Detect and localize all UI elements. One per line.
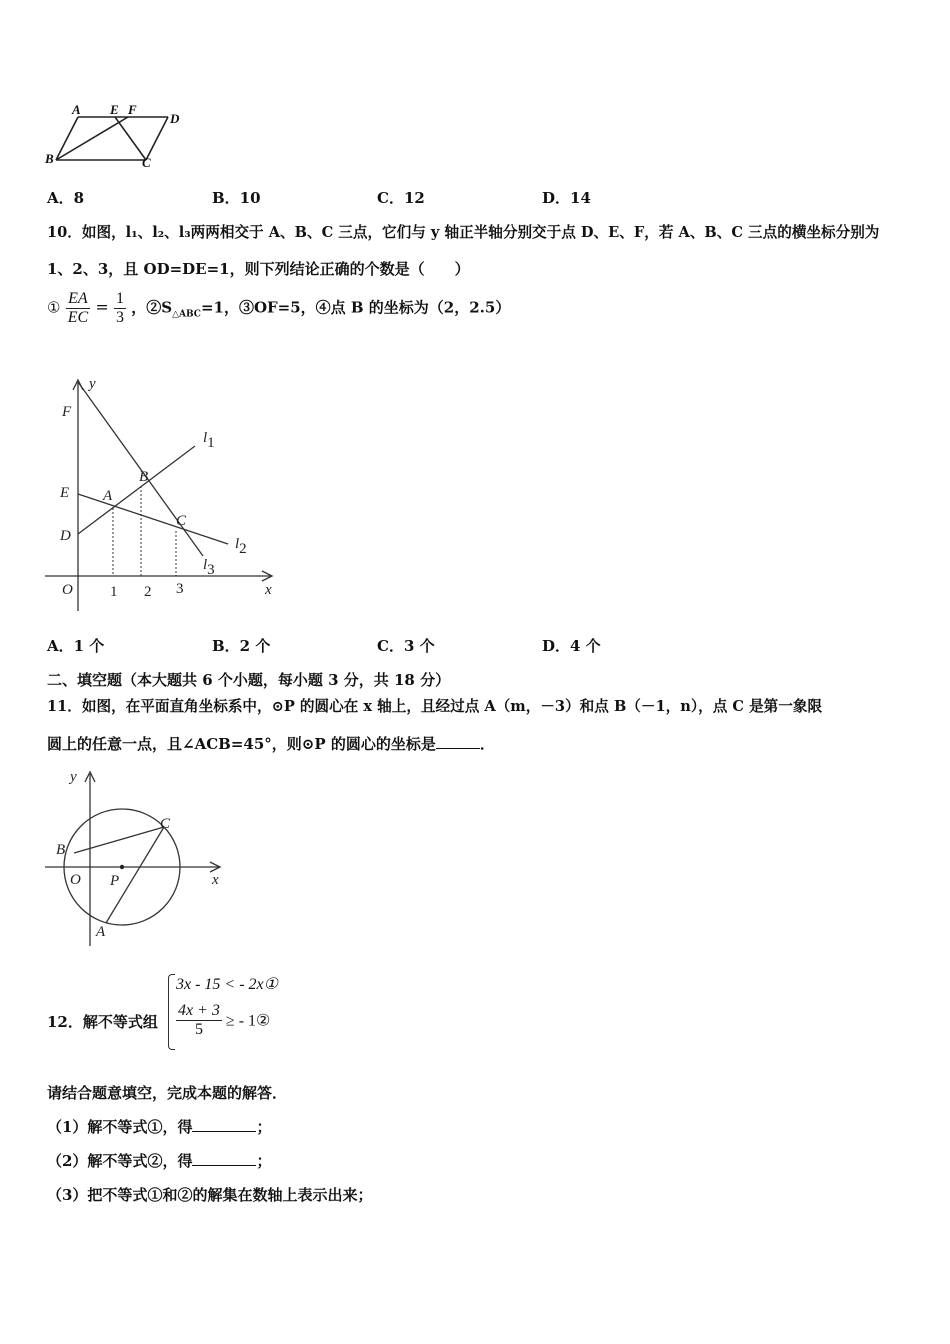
line-label-l2: l2 bbox=[235, 536, 247, 557]
fraction-one-third bbox=[114, 290, 126, 327]
section-2-heading: 二、填空题（本大题共 6 个小题，每小题 3 分，共 18 分） bbox=[47, 671, 451, 689]
part-1 bbox=[47, 1116, 271, 1137]
fraction-numerator: 1 bbox=[116, 290, 125, 307]
q12-lead: 12．解不等式组 bbox=[47, 1013, 158, 1031]
q10-option-d[interactable]: D．4 个 bbox=[542, 637, 601, 655]
label-f: F bbox=[128, 102, 137, 117]
q9-option-c[interactable]: C．12 bbox=[377, 189, 425, 207]
label-b: B bbox=[56, 842, 66, 858]
equals-sign: = bbox=[95, 297, 109, 317]
label-b: B bbox=[139, 469, 149, 485]
label-f: F bbox=[62, 404, 72, 420]
axis-label-x: x bbox=[212, 872, 219, 888]
label-c: C bbox=[142, 155, 151, 170]
inequality-1: 3x - 15 < - 2x① bbox=[176, 976, 278, 993]
q11-line2 bbox=[47, 733, 495, 754]
part-1-tail: ； bbox=[256, 1118, 272, 1136]
label-o: O bbox=[62, 582, 73, 598]
fraction-numerator: EA bbox=[66, 290, 90, 309]
part-3-text: （3）把不等式①和②的解集在数轴上表示出来； bbox=[47, 1186, 373, 1204]
answer-blank[interactable] bbox=[192, 1165, 256, 1166]
q10-option-b[interactable]: B．2 个 bbox=[212, 637, 271, 655]
tick-3: 3 bbox=[176, 581, 184, 597]
three-lines-figure bbox=[40, 376, 285, 616]
label-d: D bbox=[60, 528, 71, 544]
q11-line1: 11．如图，在平面直角坐标系中，⊙P 的圆心在 x 轴上，且经过点 A（m，－3）和点 B（－1，n），点 C 是第一象限 bbox=[47, 698, 823, 715]
q10-option-c[interactable]: C．3 个 bbox=[377, 637, 435, 655]
fraction-ea-ec bbox=[66, 290, 90, 327]
axis-label-x: x bbox=[265, 582, 272, 598]
q10-line2: 1、2、3，且 OD=DE=1，则下列结论正确的个数是（ ） bbox=[47, 260, 470, 278]
q10-statements bbox=[47, 290, 510, 327]
parallelogram-figure bbox=[40, 100, 190, 172]
label-e: E bbox=[110, 102, 119, 117]
part-2 bbox=[47, 1150, 271, 1171]
axis-label-y: y bbox=[70, 769, 77, 785]
tick-1: 1 bbox=[110, 584, 118, 600]
inequality-2-rest: ≥ - 1② bbox=[225, 1012, 271, 1030]
fraction-numerator: 4x + 3 bbox=[178, 1002, 220, 1019]
part-3 bbox=[47, 1184, 372, 1205]
part-2-tail: ； bbox=[256, 1152, 272, 1170]
part-1-text: （1）解不等式①，得 bbox=[47, 1118, 193, 1136]
label-d: D bbox=[170, 111, 180, 126]
label-c: C bbox=[160, 816, 171, 832]
q9-option-d[interactable]: D．14 bbox=[542, 189, 591, 207]
circled-1: ① bbox=[47, 298, 61, 317]
line-label-l1: l1 bbox=[203, 430, 215, 451]
q9-option-a[interactable]: A．8 bbox=[47, 189, 85, 207]
label-a: A bbox=[103, 488, 113, 504]
fraction-denominator: 3 bbox=[116, 309, 125, 326]
inequality-2-fraction bbox=[176, 1002, 222, 1039]
line-label-l3: l3 bbox=[203, 557, 215, 578]
instructions: 请结合题意填空，完成本题的解答． bbox=[47, 1084, 288, 1102]
circle-figure bbox=[40, 766, 230, 951]
label-a: A bbox=[72, 102, 81, 117]
statement-rest: =1，③OF=5，④点 B 的坐标为（2，2.5） bbox=[200, 298, 511, 317]
tick-2: 2 bbox=[144, 584, 152, 600]
triangle-subscript: △ABC bbox=[172, 309, 201, 320]
q9-option-b[interactable]: B．10 bbox=[212, 189, 261, 207]
q11-line2-text: 圆上的任意一点，且∠ACB=45°，则⊙P 的圆心的坐标是 bbox=[47, 735, 436, 753]
q11-period: ． bbox=[479, 735, 495, 753]
label-e: E bbox=[60, 485, 70, 501]
fraction-denominator: EC bbox=[67, 309, 89, 326]
inequality-2 bbox=[176, 1002, 270, 1039]
part-2-text: （2）解不等式②，得 bbox=[47, 1152, 193, 1170]
label-p: P bbox=[110, 873, 120, 889]
answer-blank[interactable] bbox=[436, 748, 480, 749]
label-b: B bbox=[45, 151, 54, 166]
fraction-denominator: 5 bbox=[194, 1021, 203, 1038]
statement-2-prefix: ，②S bbox=[131, 298, 173, 317]
answer-blank[interactable] bbox=[192, 1131, 256, 1132]
label-c: C bbox=[176, 513, 187, 529]
system-brace bbox=[168, 974, 175, 1050]
q10-option-a[interactable]: A．1 个 bbox=[47, 637, 105, 655]
label-a: A bbox=[96, 924, 106, 940]
q10-line1: 10．如图，l₁、l₂、l₃两两相交于 A、B、C 三点，它们与 y 轴正半轴分别交于点 D、E、F，若 A、B、C 三点的横坐标分别为 bbox=[47, 224, 880, 241]
axis-label-y: y bbox=[89, 376, 96, 392]
inequality-system bbox=[168, 972, 308, 1052]
label-o: O bbox=[70, 872, 81, 888]
